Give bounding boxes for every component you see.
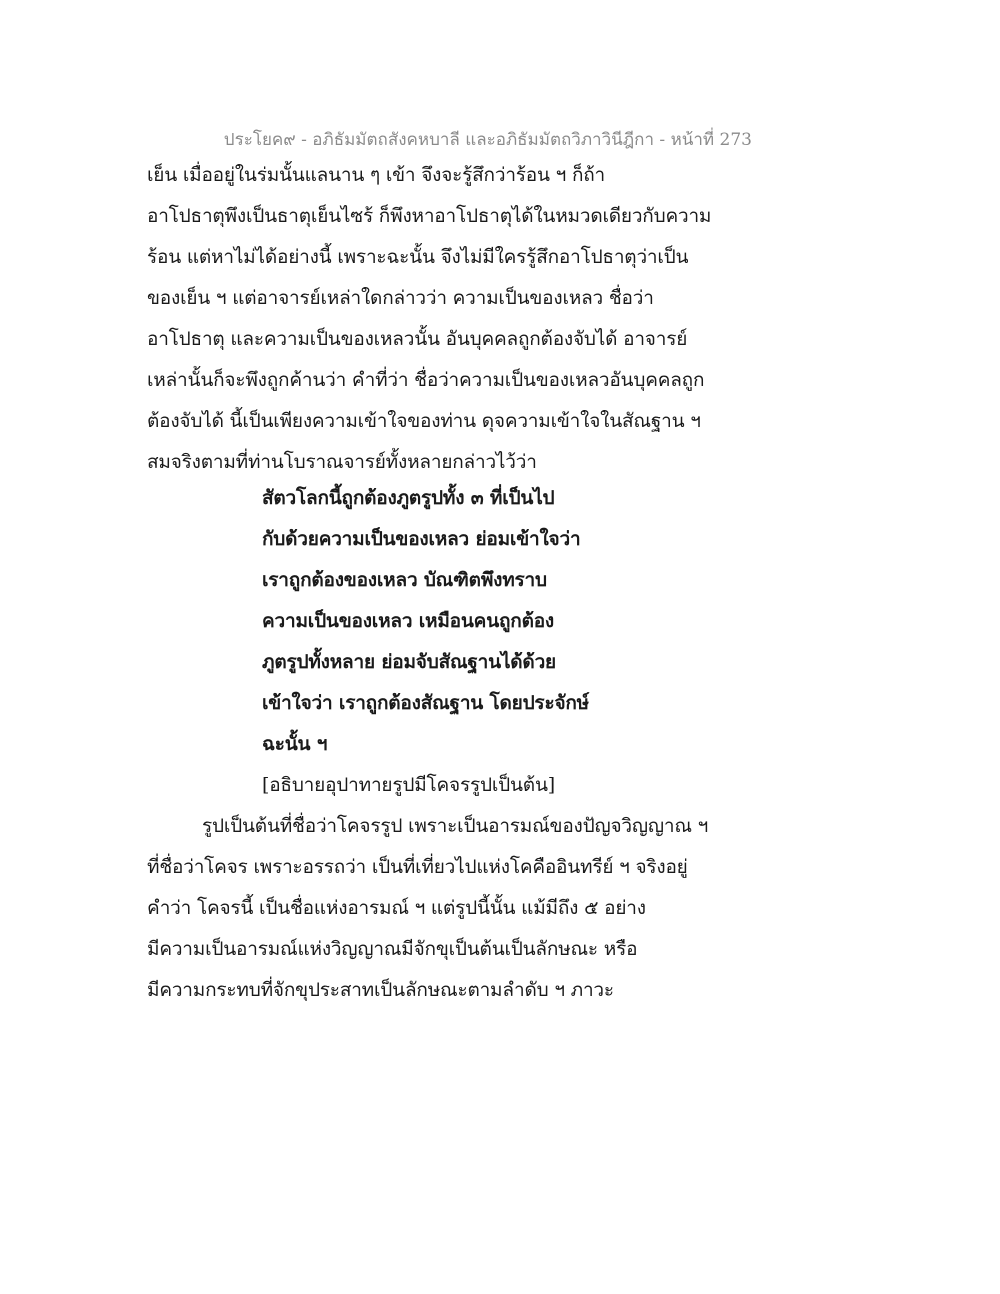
body-line: ต้องจับได้ นี้เป็นเพียงความเข้าใจของท่าน ดุจความเข้าใจในสัณฐาน ฯ	[147, 410, 701, 432]
body-line: มีความเป็นอารมณ์แห่งวิญญาณมีจักขุเป็นต้นเป็นลักษณะ หรือ	[147, 938, 638, 960]
verse-line: ฉะนั้น ฯ	[262, 733, 328, 755]
body-line: ที่ชื่อว่าโคจร เพราะอรรถว่า เป็นที่เที่ยวไปแห่งโคคืออินทรีย์ ฯ จริงอยู่	[147, 856, 688, 878]
body-line: ของเย็น ฯ แต่อาจารย์เหล่าใดกล่าวว่า ความเป็นของเหลว ชื่อว่า	[147, 287, 654, 309]
body-line: อาโปธาตุ และความเป็นของเหลวนั้น อันบุคคลถูกต้องจับได้ อาจารย์	[147, 328, 688, 350]
verse-line: กับด้วยความเป็นของเหลว ย่อมเข้าใจว่า	[262, 528, 581, 550]
body-line: สมจริงตามที่ท่านโบราณจารย์ทั้งหลายกล่าวไว้ว่า	[147, 451, 537, 473]
verse-line: เราถูกต้องของเหลว บัณฑิตพึงทราบ	[262, 569, 547, 591]
verse-line: สัตวโลกนี้ถูกต้องภูตรูปทั้ง ๓ ที่เป็นไป	[262, 487, 555, 509]
body-line: รูปเป็นต้นที่ชื่อว่าโคจรรูป เพราะเป็นอารมณ์ของปัญจวิญญาณ ฯ	[202, 815, 709, 837]
body-line: คำว่า โคจรนี้ เป็นชื่อแห่งอารมณ์ ฯ แต่รูปนี้นั้น แม้มีถึง ๕ อย่าง	[147, 897, 646, 919]
page-header: ประโยค๙ - อภิธัมมัตถสังคหบาลี และอภิธัมมัตถวิภาวินีฎีกา - หน้าที่ 273	[223, 130, 752, 150]
body-line: เย็น เมื่ออยู่ในร่มนั้นแลนาน ๆ เข้า จึงจะรู้สึกว่าร้อน ฯ ก็ถ้า	[147, 164, 606, 186]
body-line: เหล่านั้นก็จะพึงถูกค้านว่า คำที่ว่า ชื่อว่าความเป็นของเหลวอันบุคคลถูก	[147, 369, 705, 391]
verse-line: เข้าใจว่า เราถูกต้องสัณฐาน โดยประจักษ์	[262, 692, 590, 714]
body-line: มีความกระทบที่จักขุประสาทเป็นลักษณะตามลำดับ ฯ ภาวะ	[147, 979, 614, 1001]
body-line: อาโปธาตุพึงเป็นธาตุเย็นไซร้ ก็พึงหาอาโปธาตุได้ในหมวดเดียวกับความ	[147, 205, 712, 227]
body-line: ร้อน แต่หาไม่ได้อย่างนี้ เพราะฉะนั้น จึงไม่มีใครรู้สึกอาโปธาตุว่าเป็น	[147, 246, 689, 268]
verse-line: ความเป็นของเหลว เหมือนคนถูกต้อง	[262, 610, 555, 632]
section-heading: [อธิบายอุปาทายรูปมีโคจรรูปเป็นต้น]	[262, 774, 555, 796]
verse-line: ภูตรูปทั้งหลาย ย่อมจับสัณฐานได้ด้วย	[262, 651, 556, 673]
